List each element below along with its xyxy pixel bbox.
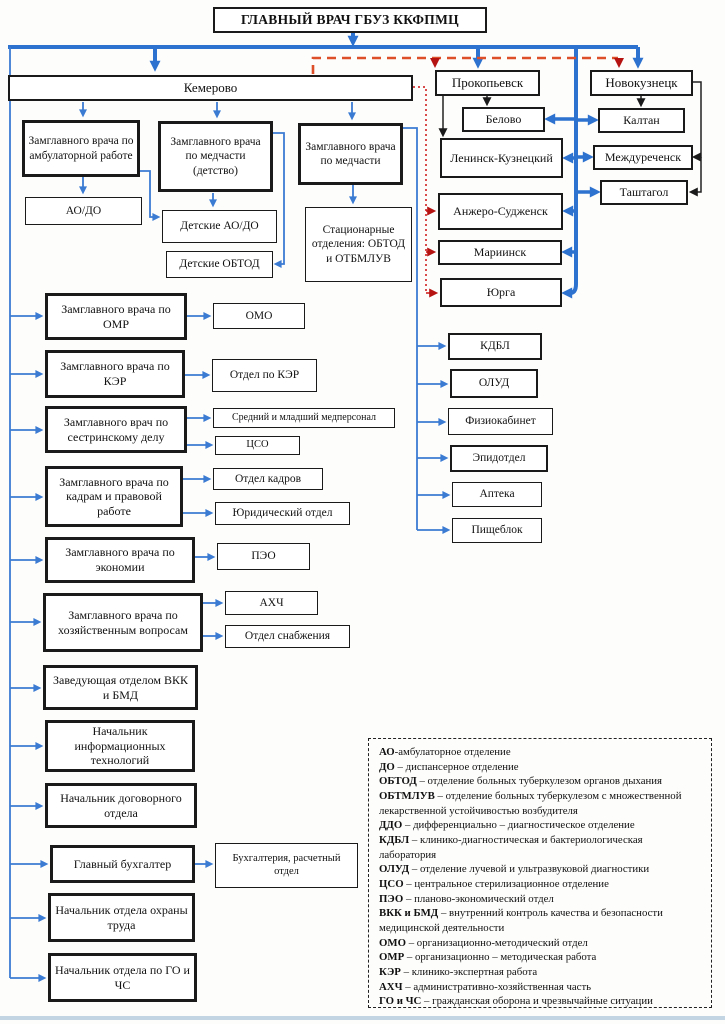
node-peo: ПЭО bbox=[217, 543, 310, 570]
legend-term: ПЭО bbox=[379, 892, 404, 905]
node-novokuznetsk: Новокузнецк bbox=[590, 70, 693, 96]
node-prokopyevsk: Прокопьевск bbox=[435, 70, 540, 96]
node-deputy-medpart-childhood: Замглавного врача по медчасти (детство) bbox=[158, 121, 273, 192]
node-omo: ОМО bbox=[213, 303, 305, 329]
node-deputy-household: Замглавного врача по хозяйственным вопросам bbox=[43, 593, 203, 652]
node-yurga: Юрга bbox=[440, 278, 562, 307]
legend-term: ГО и ЧС bbox=[379, 995, 422, 1008]
node-hr-department: Отдел кадров bbox=[213, 468, 323, 490]
node-deputy-nursing: Замглавного врач по сестринскому делу bbox=[45, 406, 187, 453]
node-supply-department: Отдел снабжения bbox=[225, 625, 350, 648]
legend-term: АХЧ bbox=[379, 980, 403, 993]
node-pishcheblok: Пищеблок bbox=[452, 518, 542, 543]
node-ao-do: АО/ДО bbox=[25, 197, 142, 225]
node-chief-physician: ГЛАВНЫЙ ВРАЧ ГБУЗ ККФПМЦ bbox=[213, 7, 487, 33]
node-labor-safety-head: Начальник отдела охраны труда bbox=[48, 893, 195, 942]
node-cso: ЦСО bbox=[215, 436, 300, 455]
node-anzhero-sudzhensk: Анжеро-Судженск bbox=[438, 193, 563, 230]
node-kdbl: КДБЛ bbox=[448, 333, 542, 360]
legend-term: ОБТОД bbox=[379, 775, 417, 788]
node-mezhdurechensk: Междуреченск bbox=[593, 145, 693, 170]
legend-item: ЦСО – центральное стерилизационное отделение bbox=[379, 878, 609, 891]
legend-term: АО bbox=[379, 746, 395, 758]
node-deputy-ambulatory: Замглавного врача по амбулаторной работе bbox=[22, 120, 140, 177]
node-apteka: Аптека bbox=[452, 482, 542, 507]
legend-item: ОМО – организационно-методический отдел bbox=[379, 936, 588, 949]
node-stationary-departments: Стационарные отделения: ОБТОД и ОТБМЛУВ bbox=[305, 207, 412, 282]
legend-term: ОБТМЛУВ bbox=[379, 790, 435, 803]
legend-box bbox=[368, 738, 712, 1008]
node-ahch: АХЧ bbox=[225, 591, 318, 615]
legend-item: ГО и ЧС – гражданская оборона и чрезвычайные ситуации bbox=[379, 995, 653, 1008]
node-deputy-economy: Замглавного врача по экономии bbox=[45, 537, 195, 583]
node-vkk-bmd-head: Заведующая отделом ВКК и БМД bbox=[43, 665, 198, 710]
legend-term: ВКК и БМД bbox=[379, 907, 439, 920]
legend-item: ОБТМЛУВ – отделение больных туберкулезом с множественной лекарственной устойчивостью возбудителя bbox=[379, 790, 682, 817]
node-olud: ОЛУД bbox=[450, 369, 538, 398]
legend-term: ОЛУД bbox=[379, 863, 410, 876]
legend-item: ДДО – дифференциально – диагностическое отделение bbox=[379, 819, 635, 832]
node-accounting-department: Бухгалтерия, расчетный отдел bbox=[215, 843, 358, 888]
legend-item: КЭР – клинико-экспертная работа bbox=[379, 966, 538, 979]
legend-item: ОБТОД – отделение больных туберкулезом органов дыхания bbox=[379, 775, 663, 788]
legend-term: ДДО bbox=[379, 819, 403, 832]
node-deputy-hr-legal: Замглавного врача по кадрам и правовой работе bbox=[45, 466, 183, 527]
node-leninsk-kuznetsky: Ленинск-Кузнецкий bbox=[440, 138, 563, 178]
node-children-obtod: Детские ОБТОД bbox=[166, 251, 273, 278]
node-contract-head: Начальник договорного отдела bbox=[45, 783, 197, 828]
node-otdel-ker: Отдел по КЭР bbox=[212, 359, 317, 392]
node-deputy-omr: Замглавного врача по ОМР bbox=[45, 293, 187, 340]
legend-item: КДБЛ – клинико-диагностическая и бактериологическая лаборатория bbox=[379, 834, 643, 861]
node-kaltan: Калтан bbox=[598, 108, 685, 133]
legend-item: АХЧ – административно-хозяйственная часть bbox=[379, 980, 592, 993]
legend-term: ДО bbox=[379, 760, 395, 773]
legend-item: ОМР – организационно – методическая работа bbox=[379, 951, 597, 964]
legend-item: ОЛУД – отделение лучевой и ультразвуковой диагностики bbox=[379, 863, 650, 876]
node-legal-department: Юридический отдел bbox=[215, 502, 350, 525]
node-belovo: Белово bbox=[462, 107, 545, 132]
node-deputy-ker: Замглавного врача по КЭР bbox=[45, 350, 185, 398]
node-fiziokabinet: Физиокабинет bbox=[448, 408, 553, 435]
legend-item: ПЭО – планово-экономический отдел bbox=[379, 892, 554, 905]
legend-item: АО-амбулаторное отделение bbox=[379, 746, 511, 758]
legend-term: ОМР bbox=[379, 951, 405, 964]
legend-term: КДБЛ bbox=[379, 834, 410, 847]
legend-term: ЦСО bbox=[379, 878, 404, 891]
node-mid-junior-staff: Средний и младший медперсонал bbox=[213, 408, 395, 428]
node-mariinsk: Мариинск bbox=[438, 240, 562, 265]
node-deputy-medpart: Замглавного врача по медчасти bbox=[298, 123, 403, 185]
node-go-chs-head: Начальник отдела по ГО и ЧС bbox=[48, 953, 197, 1002]
node-epidotdel: Эпидотдел bbox=[450, 445, 548, 472]
legend-item: ДО – диспансерное отделение bbox=[379, 760, 519, 773]
node-it-head: Начальник информационных технологий bbox=[45, 720, 195, 772]
node-kemerovo: Кемерово bbox=[8, 75, 413, 101]
node-tashtagol: Таштагол bbox=[600, 180, 688, 205]
node-children-ao-do: Детские АО/ДО bbox=[162, 210, 277, 243]
legend-term: КЭР bbox=[379, 966, 401, 979]
legend-item: ВКК и БМД – внутренний контроль качества и безопасности медицинской деятельности bbox=[379, 907, 663, 935]
legend-term: ОМО bbox=[379, 936, 406, 949]
node-chief-accountant: Главный бухгалтер bbox=[50, 845, 195, 883]
